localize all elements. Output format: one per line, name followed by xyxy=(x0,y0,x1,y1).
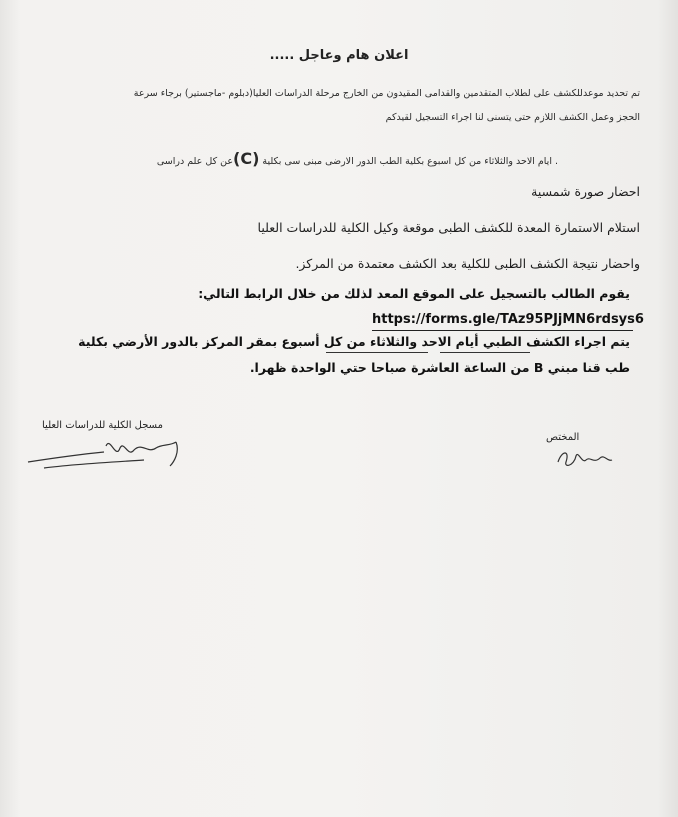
line3-post: عن كل علم دراسى xyxy=(156,156,234,167)
notice-line-1: تم تحديد موعدللكشف على لطلاب المتقدمين والقدامى المقيدون من الخارج مرحلة الدراسات العليا(دبلوم -ماجستير) برجاء سرعة xyxy=(133,88,640,99)
requirement-photo: احضار صورة شمسية xyxy=(531,184,640,199)
exam-schedule-line-2: طب قنا مبني B من الساعة العاشرة صباحا حتي الواحدة ظهرا. xyxy=(249,360,630,375)
line3-pre: . ايام الاحد والثلاثاء من كل اسبوع بكلية الطب الدور الارضى مبنى سى بكلية xyxy=(259,156,558,167)
notice-line-3 xyxy=(157,149,558,168)
registration-instruction: يقوم الطالب بالتسجيل على الموقع المعد لذلك من خلال الرابط التالي: xyxy=(198,286,630,301)
exam-schedule-line-1: يتم اجراء الكشف الطبي أيام الاحد والثلاثاء من كل أسبوع بمقر المركز بالدور الأرضي بكلية xyxy=(78,334,630,349)
notice-line-2: الحجز وعمل الكشف اللازم حتى يتسنى لنا اجراء التسجيل لقيدكم xyxy=(385,112,640,123)
underline-days xyxy=(326,352,428,353)
link-underline xyxy=(372,330,633,331)
building-c-label: (C) xyxy=(233,149,260,168)
registration-link[interactable]: https://forms.gle/TAz95PJjMN6rdsys6 xyxy=(372,312,644,327)
notice-title: اعلان هام وعاجل ..... xyxy=(269,48,409,63)
underline-medical-exam xyxy=(440,352,530,353)
registrar-title: مسجل الكلية للدراسات العليا xyxy=(42,420,163,431)
requirement-result: واحضار نتيجة الكشف الطبى للكلية بعد الكشف معتمدة من المركز. xyxy=(295,256,640,271)
specialist-title: المختص xyxy=(546,432,580,443)
registrar-signature xyxy=(24,432,194,472)
requirement-form: استلام الاستمارة المعدة للكشف الطبى موقعة وكيل الكلية للدراسات العليا xyxy=(257,220,640,235)
specialist-signature xyxy=(548,442,618,472)
